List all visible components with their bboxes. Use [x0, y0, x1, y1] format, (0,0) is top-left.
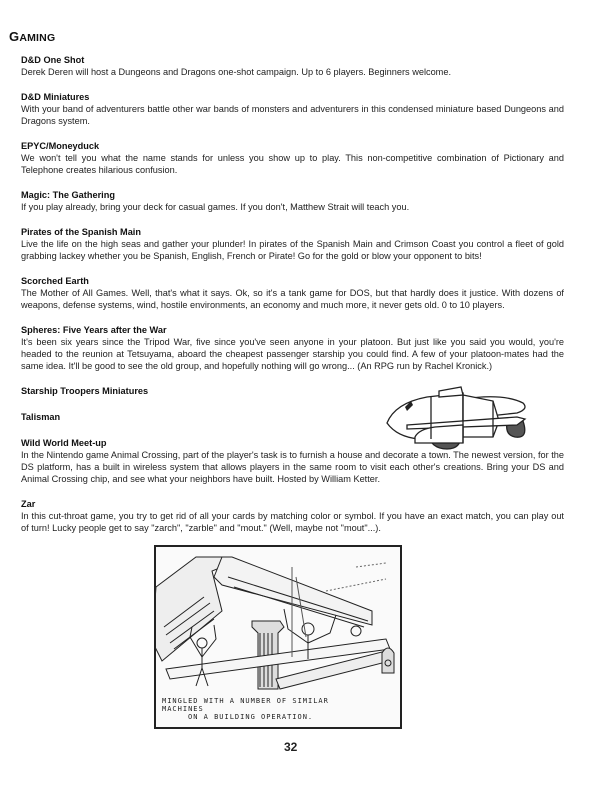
entry-dnd-miniatures: [21, 91, 564, 127]
entry-spheres: [21, 324, 564, 372]
entry-text: We won't tell you what the name stands for unless you show up to play. This non-competitive combination of Pictionary and Telephone creates hilarious confusion.: [21, 153, 564, 175]
cartoon-panel: [154, 545, 402, 729]
entry-title: D&D Miniatures: [21, 92, 90, 102]
entry-dnd-one-shot: [21, 54, 564, 78]
entry-text: With your band of adventurers battle other war bands of monsters and adventurers in this condensed miniature based Dungeons and Dragons system.: [21, 104, 564, 126]
entry-magic-the-gathering: [21, 189, 564, 213]
entry-title: Magic: The Gathering: [21, 190, 115, 200]
entry-title: Talisman: [21, 412, 61, 422]
entry-title: Pirates of the Spanish Main: [21, 227, 141, 237]
cartoon-caption: [162, 697, 372, 721]
entry-text: It's been six years since the Tripod War, five since you've seen anyone in your platoon. But just like you said you would, you're headed to the reunion at Tetsuyama, aboard the cheapest passenger starship you could find. A few of your platoon-mates had the same idea. It'll be good to see the old group, and hopefully nothing will go wrong... (An RPG run by Rachel Kronick.): [21, 337, 564, 371]
entry-text: Live the life on the high seas and gather your plunder! In pirates of the Spanish Main and Crimson Coast you control a fleet of gold grabbing lackey whether you be Spanish, English, French or Pirate! Go for the gold or blow your opponent to bits!: [21, 239, 564, 261]
entry-title: EPYC/Moneyduck: [21, 141, 100, 151]
cartoon-drawing: [156, 547, 400, 697]
entry-pirates-spanish-main: [21, 226, 564, 262]
entry-title: Zar: [21, 499, 36, 509]
entry-text: In this cut-throat game, you try to get rid of all your cards by matching color or symbol. If you have an exact match, you can play out of turn! Lucky people get to say "zarch", "zarble" and "mout." (Well, maybe not "mout"...).: [21, 511, 564, 533]
spaceship-illustration: [383, 381, 548, 453]
entry-scorched-earth: [21, 275, 564, 311]
entry-epyc-moneyduck: [21, 140, 564, 176]
section-title-initial: G: [9, 29, 20, 44]
section-title: [9, 29, 55, 44]
entries-list: [21, 54, 564, 547]
caption-line-1: MINGLED WITH A NUMBER OF SIMILAR MACHINES: [162, 697, 329, 713]
entry-title: D&D One Shot: [21, 55, 85, 65]
page-number: 32: [284, 740, 298, 754]
section-title-rest: AMING: [19, 32, 56, 44]
entry-title: Scorched Earth: [21, 276, 89, 286]
caption-line-2: ON A BUILDING OPERATION.: [188, 713, 314, 721]
entry-zar: [21, 498, 564, 534]
entry-title: Spheres: Five Years after the War: [21, 325, 167, 335]
entry-title: Starship Troopers Miniatures: [21, 386, 149, 396]
entry-text: The Mother of All Games. Well, that's what it says. Ok, so it's a tank game for DOS, but that hardly does it justice. With dozens of weapons, defense systems, wind, hostile environments, an economy and much more, it never gets old. 0 to 10 players.: [21, 288, 564, 310]
entry-text: In the Nintendo game Animal Crossing, part of the player's task is to furnish a house and decorate a town. The newest version, for the DS platform, has a built in wireless system that allows players in the same room to visit each other's creations. Bring your DS and Animal Crossing chip, and see what your neighbors have built. Hosted by William Ketter.: [21, 450, 564, 484]
entry-title: Wild World Meet-up: [21, 438, 107, 448]
entry-text: Derek Deren will host a Dungeons and Dragons one-shot campaign. Up to 6 players. Beginners welcome.: [21, 67, 452, 77]
entry-text: If you play already, bring your deck for casual games. If you don't, Matthew Strait will teach you.: [21, 202, 410, 212]
